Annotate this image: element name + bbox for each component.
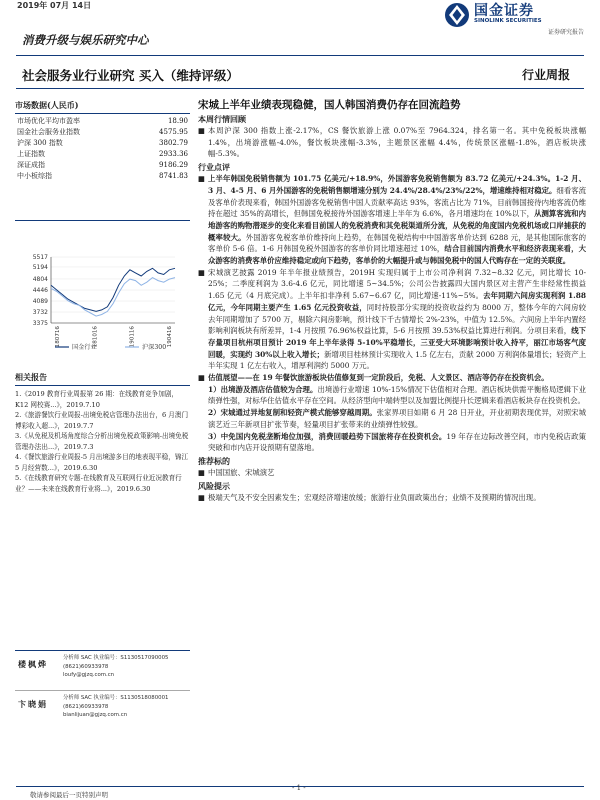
chart-x-tick-label: 180716 xyxy=(55,326,61,348)
market-data-row xyxy=(15,138,190,149)
bullet-icon: ■ xyxy=(198,126,205,135)
report-headline: 宋城上半年业绩表现稳健，国人韩国消费仍存在回流趋势 xyxy=(198,99,461,111)
analyst-separator xyxy=(15,690,190,691)
analyst-contact xyxy=(63,654,168,680)
main-content xyxy=(198,98,586,503)
valuation-point-3: 3）中免国内免税垄断地位加强，消费回暖趋势下国旅将存在投资机会。19 年存在边际改善空间，市内免税店政策突破和市内店开设预期有望落地。 xyxy=(208,431,586,453)
chart-y-tick-label: 5517 xyxy=(32,254,48,261)
related-report-item[interactable]: 4.《餐饮旅游行业周报-5 月出境游多目的地表现平稳，锦江 5 月经营数...》，2019.6.30 xyxy=(15,453,189,472)
market-data-label: 国金社会服务业指数 xyxy=(17,128,80,136)
korea-dutyfree-paragraph: ■ 上半年韩国免税销售额为 101.75 亿美元/+18.9%，外国游客免税销售额为 83.72 亿美元/+24.3%。1-2 月、3 月、4-5 月、6 月外国游客的免税销售额增速分别为 24.4%/28.4%/23%/22%，增速维持相对稳定。细看客流及客单价表现来看，韩国外国游客免税销售中国人贡献率高达 93%，客流占比为 71%，目前韩国接待内地客流仍维持在超过 35%的高增长，但韩国免税接待外国游客增速上半年为 6.6%，各月增速均在 10%以下，从测算客流和内地游客的购物潜逐步的变化来看目前国人的免税消费和其免税渠道所分流，从免税的角度国内免税机场或口岸捕获的概率较大。外国游客免税客单价维持向上趋势，在韩国免税结构中中国游客单价达到 6288 元，是其他国际旅客的客单价 5-6 倍。1-6 月韩国免税外国游客的客单价同比增速超过 10%，结合目前国内消费水平和经济表现来看，大众游客的消费客单价应维持稳定或向下趋势，客单价的大幅提升或与韩国免税中的国人代购存在一定的关联度。 xyxy=(198,174,586,266)
analyst-email[interactable]: bianlijuan@gjzq.com.cn xyxy=(63,712,128,719)
analyst-phone: (8621)60933978 xyxy=(63,703,109,710)
chart-x-tick-label: 190116 xyxy=(129,326,136,348)
recommendation-list: ■ 中国国旅、宋城演艺 xyxy=(198,467,275,477)
market-data-panel xyxy=(15,100,190,182)
market-data-label: 市场优化平均市盈率 xyxy=(17,117,80,125)
logo-subtitle: 证券研究报告 xyxy=(547,29,584,36)
market-data-label: 上证指数 xyxy=(17,150,45,158)
weekly-review-paragraph: ■ 本周沪深 300 指数上涨-2.17%，CS 餐饮旅游上涨 0.07%至 7964.324，排名第一名。其中免税板块涨幅 1.4%，出境游涨幅-4.0%，餐饮板块涨幅-3.3%，主题景区涨幅 4.4%，传统景区涨幅-1.8%，酒店板块涨幅-5.3%。 xyxy=(198,126,586,159)
analyst-name: 楼枫烨 xyxy=(18,659,48,669)
valuation-point-1: 1）出境游及酒店估值较为合理。出境游行业增速 10%-15%情况下估值相对合理。酒店板块供需平衡格局逻辑下业绩弹性强，对标华住估值水平存在空间。从经济型向中端转型以及加盟比例提升长逻辑来看酒店板块存在投资机会。 xyxy=(208,384,586,406)
section-recommendation: 推荐标的 xyxy=(198,455,230,466)
analyst-card xyxy=(15,654,190,688)
bullet-icon: ■ xyxy=(198,467,205,477)
chart-y-tick-label: 4804 xyxy=(32,275,48,283)
market-data-label: 中小板综指 xyxy=(17,172,52,180)
section-weekly-review: 本周行情回顾 xyxy=(198,114,246,124)
market-data-value: 4575.95 xyxy=(159,128,188,136)
bullet-icon: ■ xyxy=(198,267,205,277)
related-report-item[interactable]: 1.《2019 教育行业周报第 26 期：在线教育竞争加剧，K12 网校赛...》，2019.7.10 xyxy=(15,390,179,409)
related-reports-panel xyxy=(15,372,190,494)
chart-y-tick-label: 3375 xyxy=(32,320,48,327)
market-data-row xyxy=(15,116,190,127)
report-date: 2019年 07月 14日 xyxy=(17,1,92,10)
sinolink-logo-icon xyxy=(444,2,470,28)
market-data-row xyxy=(15,171,190,182)
risk-paragraph: ■ 极端天气及不安全因素发生；宏观经济增速放缓；旅游行业负面政策出台；业绩不及预期的情况出现。 xyxy=(198,492,541,502)
valuation-point-2: 2）宋城通过异地复制和轻资产模式能够穿越周期。张家界项目如期 6 月 28 日开业，开业初期表现优异，对照宋城演艺近三年新项目扩张节奏，轻量项目扩张带来的业绩弹性较强。 xyxy=(208,408,586,429)
market-data-value: 8741.83 xyxy=(159,172,188,180)
related-reports-title: 相关报告 xyxy=(15,372,190,386)
market-data-label: 深证成指 xyxy=(17,161,45,169)
analyst-phone: (8621)60933978 xyxy=(63,663,109,670)
market-data-value: 2933.36 xyxy=(159,150,188,158)
index-line-chart xyxy=(15,221,190,361)
logo-chinese-name: 国金证券 xyxy=(474,3,534,19)
chart-x-tick-label: 190416 xyxy=(167,326,173,348)
analyst-contact xyxy=(63,694,168,720)
bullet-icon: ■ xyxy=(198,174,205,184)
report-category: 行业周报 xyxy=(521,68,570,82)
market-data-row xyxy=(15,127,190,138)
research-center-name: 消费升级与娱乐研究中心 xyxy=(22,33,149,47)
company-logo xyxy=(444,0,584,36)
related-report-item[interactable]: 2.《旅游餐饮行业周报-出境免税店管理办法出台，6 月澳门博彩收入超...》，2019.7.7 xyxy=(15,411,189,430)
header-divider-bottom xyxy=(16,88,584,89)
chart-x-tick-label: 181016 xyxy=(92,326,99,348)
market-data-title: 市场数据(人民币) xyxy=(15,100,190,114)
analyst-title: 分析师 SAC 执业编号：S1130517090005 xyxy=(63,655,169,661)
bullet-icon: ■ xyxy=(198,373,205,383)
analyst-card xyxy=(15,694,190,728)
chart-y-tick-label: 4089 xyxy=(32,298,48,305)
analyst-name: 卞晓娟 xyxy=(18,699,48,709)
page-number: - 1 - xyxy=(292,784,306,792)
report-type-title: 社会服务业行业研究 买入（维持评级） xyxy=(22,68,239,83)
related-report-item[interactable]: 5.《在线教育研究专题-在线教育及互联网行业近况教育行业？——未来在线教育行业将...》，2019.6.30 xyxy=(15,474,182,493)
songcheng-paragraph: ■ 宋城演艺披露 2019 年半年报业绩预告，2019H 实现归属于上市公司净利润 7.32~8.32 亿元，同比增长 10-25%；二季度利润为 3.6-4.6 亿元，同比增速 5~34.5%；公司公告披露四大国内景区对主营产生非经常性损益 1.65 亿元（4 月底完成）。上半年扣非净利 5.67~6.67 亿，同比增速-11%~5%。去年同期六间房实现利润 1.88 亿元，今年同期主要产生 1.65 亿元投资收益，同时持股部分实现的投资收益约为 8000 万，整体今年的六间房较去年同期增加了 5700 万，剔除六间房影响，预计线下千古情增长 2%-23%，中值为 12.5%。六间房上半年内置经影响利润板块有所差异，1-4 月按照 76.96%权益比算，5-6 月按照 39.53%权益比算进行利润。分项目来看，线下存量项目杭州项目预计 2019 年上半年录得 5-10%平稳增长，三亚受大环境影响预计收入持平，丽江市场客气度回暖，实现约 30%以上收入增长；新增项目桂林预计实现收入 1.5 亿左右，贡献 2000 万利润体量增长；轻资产上半年实现 1 亿左右收入，增厚利润约 5000 万元。 xyxy=(198,267,586,371)
index-chart xyxy=(15,220,190,360)
analysts-panel xyxy=(15,650,190,728)
market-data-row xyxy=(15,160,190,171)
chart-y-tick-label: 4446 xyxy=(32,287,48,294)
market-data-value: 3802.79 xyxy=(159,139,188,147)
header-divider-top xyxy=(16,55,584,56)
section-risk: 风险提示 xyxy=(198,480,230,491)
section-industry-comment: 行业点评 xyxy=(198,162,230,173)
chart-y-tick-label: 5194 xyxy=(32,263,48,271)
market-data-row xyxy=(15,149,190,160)
valuation-paragraph: ■ 估值展望——在 19 年餐饮旅游板块估值修复到一定阶段后，免税、人文景区、酒店等仍存在投资机会。 xyxy=(198,373,549,383)
bullet-icon: ■ xyxy=(198,492,205,502)
chart-legend-label: 沪深300 xyxy=(142,344,167,351)
market-data-value: 18.90 xyxy=(167,117,188,125)
chart-y-tick-label: 3732 xyxy=(32,309,48,316)
chart-legend-label: 国金行业 xyxy=(72,344,97,351)
related-report-item[interactable]: 3.《从免税及机场角度综合分析出境免税政策影响-出境免税管理办法出...》，2019.7.3 xyxy=(15,432,189,451)
analyst-title: 分析师 SAC 执业编号：S1130518080001 xyxy=(63,695,169,701)
footer-disclaimer: 敬请参阅最后一页特别声明 xyxy=(30,791,108,799)
market-data-label: 沪深 300 指数 xyxy=(17,139,63,147)
logo-english-name: SINOLINK SECURITIES xyxy=(474,18,542,24)
market-data-value: 9186.29 xyxy=(159,161,188,169)
analyst-email[interactable]: loufy@gjzq.com.cn xyxy=(63,672,115,679)
